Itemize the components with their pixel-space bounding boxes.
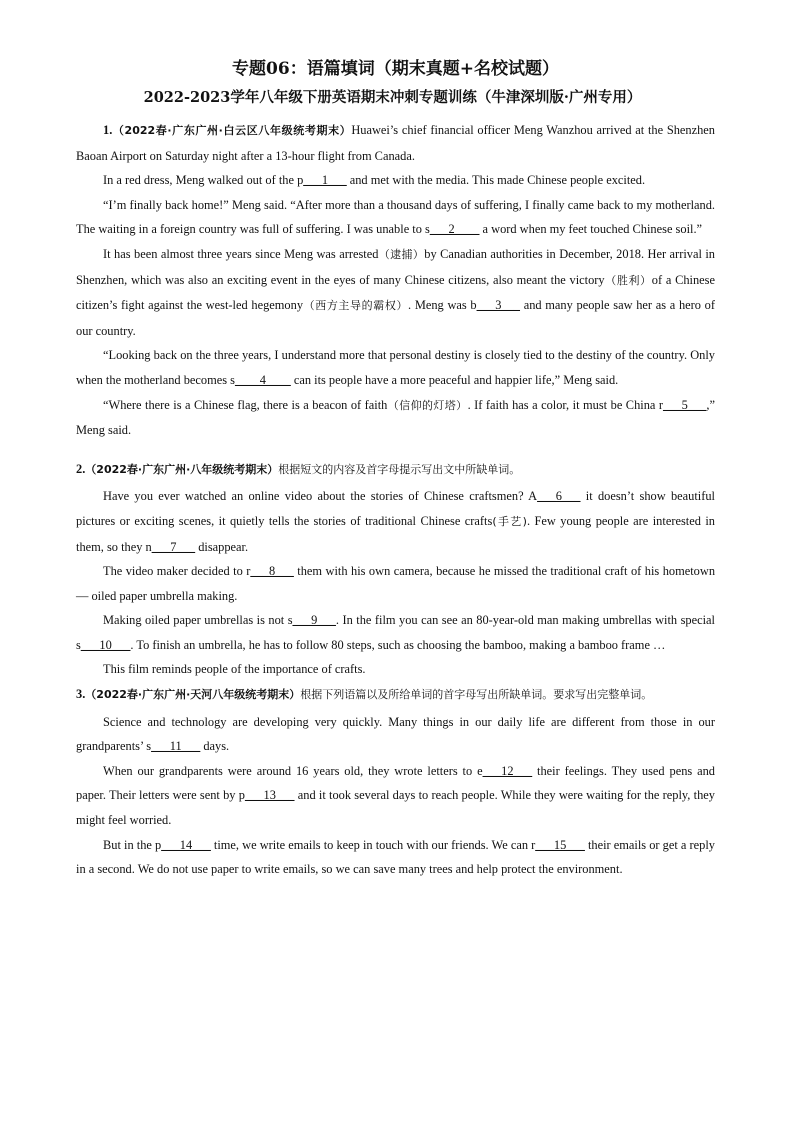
blank-11[interactable]: ___11___ <box>151 739 201 754</box>
blank-3[interactable]: ___3___ <box>476 298 520 313</box>
q2-header <box>76 457 715 483</box>
q3-paragraph-2: When our grandparents were around 16 years old, they wrote letters to e___12___ their feelings. They used pens and paper. Their letters were sent by p___13___ and it took several days to reach people. While they were waiting for the reply, they might feel worried. <box>76 763 715 828</box>
blank-8[interactable]: ___8___ <box>250 564 294 579</box>
page-subtitle: 2022-2023学年八年级下册英语期末冲刺专题训练（牛津深圳版·广州专用） <box>143 89 642 106</box>
question-1 <box>76 118 715 443</box>
blank-2[interactable]: ___2____ <box>429 222 480 237</box>
q2-number: 2. <box>76 461 86 476</box>
q3-paragraph-1: Science and technology are developing very quickly. Many things in our daily life are different from those in our grandparents’ s___11___ days. <box>76 714 715 754</box>
q2-paragraph-2: The video maker decided to r___8___ them with his own camera, because he missed the traditional craft of his hometown — oiled paper umbrella making. <box>76 564 716 603</box>
blank-10[interactable]: ___10___ <box>80 637 131 652</box>
blank-4[interactable]: ____4____ <box>234 372 291 387</box>
q1-paragraph-3: “I’m finally back home!” Meng said. “After more than a thousand days of suffering, I finally came back to my motherland. The waiting in a foreign country was full of suffering. I was unable to s___2____ a word when my feet touched Chinese soil.” <box>76 197 715 237</box>
blank-12[interactable]: ___12___ <box>482 763 533 778</box>
page-title: 专题06：语篇填词（期末真题+名校试题） <box>232 59 559 79</box>
q2-paragraph-4: This film reminds people of the importance of crafts. <box>103 662 366 677</box>
q2-paragraph-1: Have you ever watched an online video about the stories of Chinese craftsmen? A___6___ it doesn’t show beautiful pictures or exciting scenes, it quietly tells the stories of traditional Chinese crafts(手艺). Few young people are interested in them, so they n___7___ disappear. <box>76 489 715 554</box>
q3-number: 3. <box>76 687 86 702</box>
blank-6[interactable]: ___6___ <box>537 489 581 504</box>
q1-number: 1. <box>103 123 113 137</box>
q2-paragraph-3: Making oiled paper umbrellas is not s___9___. In the film you can see an 80-year-old man making umbrellas with special s___10___. To finish an umbrella, he has to follow 80 steps, such as choosing the bamboo, making a bamboo frame … <box>76 613 716 652</box>
q2-source: （2022春·广东广州·八年级统考期末） <box>85 462 279 476</box>
document-page <box>76 56 715 882</box>
q1-source: （2022春·广东广州·白云区八年级统考期末） <box>112 124 352 137</box>
q3-source: （2022春·广东广州·天河八年级统考期末） <box>85 688 301 702</box>
q3-paragraph-3: But in the p___14___ time, we write emails to keep in touch with our friends. We can r___15___ their emails or get a reply in a second. We do not use paper to write emails, so we can save many trees and help protect the environment. <box>76 837 715 877</box>
question-2 <box>76 457 715 682</box>
blank-9[interactable]: ___9___ <box>292 613 336 628</box>
question-3 <box>76 682 715 882</box>
blank-13[interactable]: ___13___ <box>244 788 295 803</box>
blank-14[interactable]: ___14___ <box>161 837 211 852</box>
blank-7[interactable]: ___7___ <box>151 539 196 554</box>
section-spacer <box>76 443 715 457</box>
q1-intro <box>76 118 715 168</box>
blank-1[interactable]: ___1___ <box>303 173 347 188</box>
q1-paragraph-2: In a red dress, Meng walked out of the p___1___ and met with the media. This made Chinese people excited. <box>103 173 646 188</box>
q3-header <box>76 682 715 708</box>
q1-paragraph-6: “Where there is a Chinese flag, there is a beacon of faith（信仰的灯塔）. If faith has a color, it must be China r___5___,” Meng said. <box>76 397 716 438</box>
q1-paragraph-4: It has been almost three years since Meng was arrested（逮捕）by Canadian authorities in December, 2018. Her arrival in Shenzhen, which was also an exciting event in the eyes of many Chinese citizens, also meant the victory（胜利）of a Chinese citizen’s fight against the west-led hegemony（西方主导的霸权）. Meng was b___3___ and many people saw her as a hero of our country. <box>76 246 716 338</box>
blank-15[interactable]: ___15___ <box>535 837 585 852</box>
q1-paragraph-1: Huawei’s chief financial officer Meng Wanzhou arrived at the Shenzhen Baoan Airport on Saturday night after a 13-hour flight from Canada. <box>76 123 715 163</box>
q2-instruction: 根据短文的内容及首字母提示写出文中所缺单词。 <box>278 462 521 476</box>
blank-5[interactable]: ___5___ <box>663 397 707 412</box>
q3-instruction: 根据下列语篇以及所给单词的首字母写出所缺单词。要求写出完整单词。 <box>300 688 653 702</box>
q1-paragraph-5: “Looking back on the three years, I understand more that personal destiny is closely tied to the destiny of the country. Only when the motherland becomes s____4____ can its people have a more peaceful and happier life,” Meng said. <box>76 348 715 387</box>
